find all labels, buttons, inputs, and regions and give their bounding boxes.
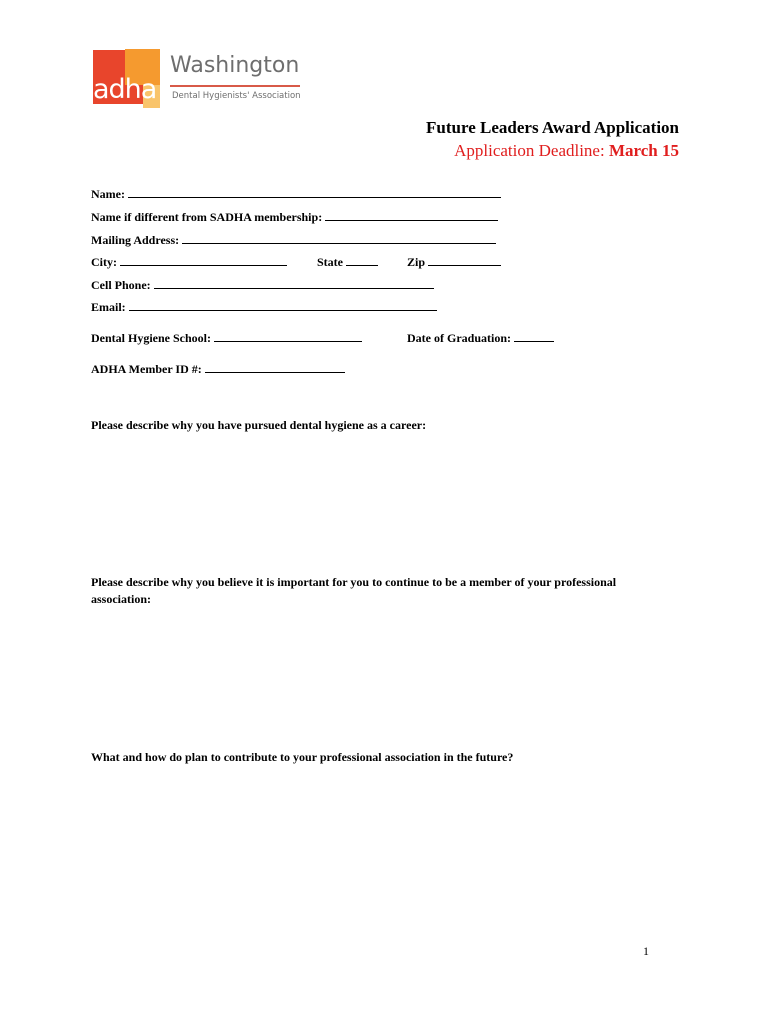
mailing-label: Mailing Address: bbox=[91, 233, 180, 247]
name-field[interactable] bbox=[128, 187, 501, 198]
mailing-field[interactable] bbox=[182, 233, 496, 244]
member-id-row bbox=[91, 362, 345, 376]
question-career: Please describe why you have pursued dental hygiene as a career: bbox=[91, 418, 427, 432]
school-row bbox=[91, 331, 362, 345]
mailing-row bbox=[91, 233, 496, 247]
name-row bbox=[91, 187, 501, 201]
name-label: Name: bbox=[91, 187, 125, 201]
sadha-name-field[interactable] bbox=[325, 210, 498, 221]
city-row bbox=[91, 255, 287, 269]
answer-membership-area[interactable] bbox=[91, 614, 671, 739]
deadline-date: March 15 bbox=[608, 141, 679, 160]
email-label: Email: bbox=[91, 300, 126, 314]
school-label: Dental Hygiene School: bbox=[91, 331, 211, 345]
form-title: Future Leaders Award Application bbox=[426, 118, 679, 137]
email-field[interactable] bbox=[129, 300, 437, 311]
zip-field[interactable] bbox=[428, 255, 501, 266]
logo-org-name: Washington bbox=[170, 53, 300, 78]
sadha-name-row bbox=[91, 210, 498, 224]
state-label: State bbox=[317, 255, 343, 269]
org-logo bbox=[93, 49, 308, 111]
city-field[interactable] bbox=[120, 255, 287, 266]
member-id-field[interactable] bbox=[205, 362, 345, 373]
page-number: 1 bbox=[643, 944, 649, 958]
zip-row bbox=[407, 255, 501, 269]
answer-contribute-area[interactable] bbox=[91, 772, 671, 922]
graduation-row bbox=[407, 331, 554, 345]
state-field[interactable] bbox=[346, 255, 378, 266]
logo-rule bbox=[170, 85, 300, 87]
sadha-name-label: Name if different from SADHA membership: bbox=[91, 210, 323, 224]
deadline-label: Application Deadline: bbox=[454, 141, 609, 160]
zip-label: Zip bbox=[407, 255, 426, 269]
member-id-label: ADHA Member ID #: bbox=[91, 362, 202, 376]
city-label: City: bbox=[91, 255, 117, 269]
answer-career-area[interactable] bbox=[91, 440, 671, 565]
graduation-field[interactable] bbox=[514, 331, 554, 342]
logo-org-subtitle: Dental Hygienists' Association bbox=[172, 91, 301, 101]
question-contribute: What and how do plan to contribute to your professional association in the future? bbox=[91, 750, 514, 764]
cell-label: Cell Phone: bbox=[91, 278, 151, 292]
email-row bbox=[91, 300, 437, 314]
deadline-line bbox=[454, 141, 679, 161]
cell-field[interactable] bbox=[154, 278, 434, 289]
question-membership: Please describe why you believe it is important for you to continue to be a member of your professional association: bbox=[91, 575, 617, 606]
logo-mark-text: adha bbox=[93, 74, 157, 105]
cell-row bbox=[91, 278, 434, 292]
state-row bbox=[317, 255, 378, 269]
graduation-label: Date of Graduation: bbox=[407, 331, 511, 345]
school-field[interactable] bbox=[214, 331, 362, 342]
